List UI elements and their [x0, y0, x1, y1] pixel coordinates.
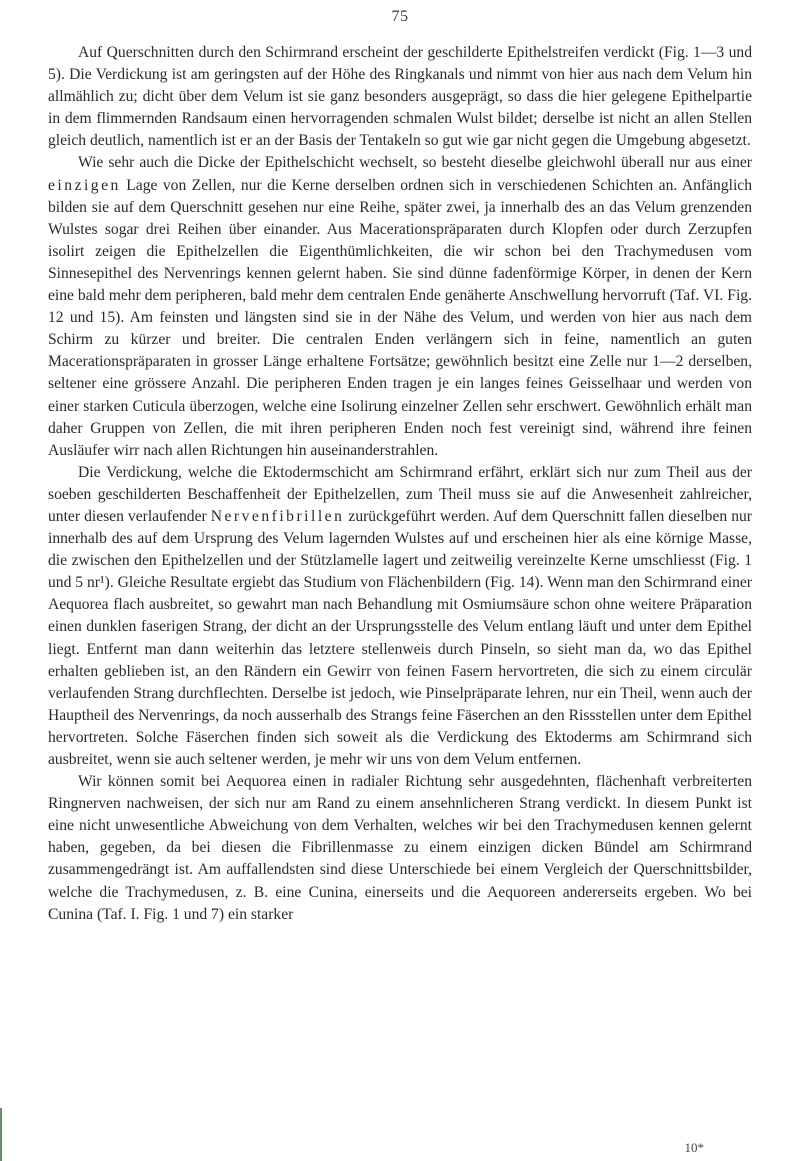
- paragraph-2: [48, 152, 752, 461]
- paragraph-3-text-b: zurückgeführt werden. Auf dem Querschnitt fallen dieselben nur innerhalb des auf dem Ursprung des Velum lagernden Wulstes auf und erscheinen hier als eine körnige Masse, die zwischen den Epithelzellen und der Stützlamelle lagert und zeitweilig vereinzelte Kerne umschliesst (Fig. 1 und 5 nr¹). Gleiche Resultate ergiebt das Studium von Flächenbildern (Fig. 14). Wenn man den Schirmrand einer Aequorea flach ausbreitet, so gewahrt man nach Behandlung mit Osmiumsäure schon ohne weitere Präparation einen dunklen faserigen Strang, der dicht an der Ursprungsstelle des Velum entlang läuft und unter dem Epithel liegt. Entfernt man dann weiterhin das letztere stellenweis durch Pinseln, so sieht man da, wo das Epithel erhalten geblieben ist, an den Rändern ein Gewirr von feinen Fasern hervortreten, die sich zu einem circulär verlaufenden Strang durchflechten. Derselbe ist jedoch, wie Pinselpräparate lehren, nur ein Theil, wenn auch der Hauptheil des Nervenrings, da noch ausserhalb des Strangs feine Fäserchen an den Rissstellen unter dem Epithel hervortreten. Solche Fäserchen finden sich soweit als die Verdickung des Ektoderms am Schirmrand sich ausbreitet, wenn sie auch seltener werden, je mehr wir uns von dem Velum entfernen.: [48, 507, 752, 768]
- signature-mark: 10*: [684, 1140, 704, 1155]
- paragraph-4: Wir können somit bei Aequorea einen in radialer Richtung sehr ausgedehnten, flächenhaft verbreiterten Ringnerven nachweisen, der sich nur am Rand zu einem ansehnlicheren Strang verdickt. In diesem Punkt ist eine nicht unwesentliche Abweichung von dem Verhalten, welches wir bei den Trachymedusen kennen gelernt haben, gegeben, da bei diesen die Fibrillenmasse zu einem einzigen dicken Bündel am Schirmrand zusammengedrängt ist. Am auffallendsten sind diese Unterschiede bei einem Vergleich der Querschnittsbilder, welche die Trachymedusen, z. B. eine Cunina, einerseits und die Aequoreen andererseits ergeben. Wo bei Cunina (Taf. I. Fig. 1 und 7) ein starker: [48, 773, 752, 923]
- paragraph-2-text-b: Lage von Zellen, nur die Kerne derselben ordnen sich in verschiedenen Schichten an. Anfänglich bilden sie auf dem Querschnitt gesehen nur eine Reihe, später zwei, ja innerhalb des an das Velum grenzenden Wulstes sogar drei Reihen über einander. Aus Macerationspräparaten durch Klopfen oder durch Zerzupfen isolirt zeigen die Epithelzellen die Eigenthümlichkeiten, die wir schon bei den Trachymedusen vom Sinnesepithel des Nervenrings kennen gelernt haben. Sie sind dünne fadenförmige Körper, in denen der Kern eine bald mehr dem peripheren, bald mehr dem centralen Ende genäherte Anschwellung hervorruft (Taf. VI. Fig. 12 und 15). Am feinsten und längsten sind sie in der Nähe des Velum, und werden von hier aus nach dem Schirm zu kürzer und breiter. Die centralen Enden verlängern sich in feine, namentlich an guten Macerationspräparaten in grosser Länge erhaltene Fortsätze; gewöhnlich besitzt eine Zelle nur 1—2 derselben, seltener eine grössere Anzahl. Die peripheren Enden tragen je ein langes feines Geisselhaar und werden von einer starken Cuticula überzogen, welche eine Isolirung einzelner Zellen sehr erschwert. Gewöhnlich erhält man daher Gruppen von Zellen, die mit ihren peripheren Enden noch fest vereinigt sind, während ihre feinen Ausläufer wirr nach allen Richtungen hin auseinanderstrahlen.: [48, 176, 752, 459]
- margin-line: [0, 1108, 2, 1161]
- emphasis-nervenfibrillen: Nervenfibrillen: [210, 507, 345, 525]
- page-number: 75: [391, 8, 409, 25]
- paragraph-3-text-a: Die Verdickung, welche die Ektodermschicht am Schirmrand erfährt, erklärt sich nur zum Theil aus der soeben geschilderten Beschaffenheit der Epithelzellen, zum Theil muss sie auf die Anwesenheit zahlreicher, unter diesen verlaufender: [48, 463, 752, 525]
- paragraph-3: [48, 462, 752, 771]
- paragraph-1: Auf Querschnitten durch den Schirmrand erscheint der geschilderte Epithelstreifen verdickt (Fig. 1—3 und 5). Die Verdickung ist am geringsten auf der Höhe des Ringkanals und nimmt von hier aus nach dem Velum hin allmählich zu; dicht über dem Velum ist sie ganz besonders ausgeprägt, so dass die hier gelegene Epithelpartie in dem flimmernden Randsaum einen hervorragenden schmalen Wulst bildet; derselbe ist nicht an allen Stellen gleich deutlich, namentlich ist er an der Basis der Tentakeln so gut wie gar nicht gegen die Umgebung abgesetzt.: [48, 44, 752, 150]
- emphasis-einzigen: einzigen: [48, 176, 121, 194]
- paragraph-2-text-a: Wie sehr auch die Dicke der Epithelschicht wechselt, so besteht dieselbe gleichwohl überall nur aus einer: [78, 154, 752, 172]
- body-text: [48, 42, 752, 926]
